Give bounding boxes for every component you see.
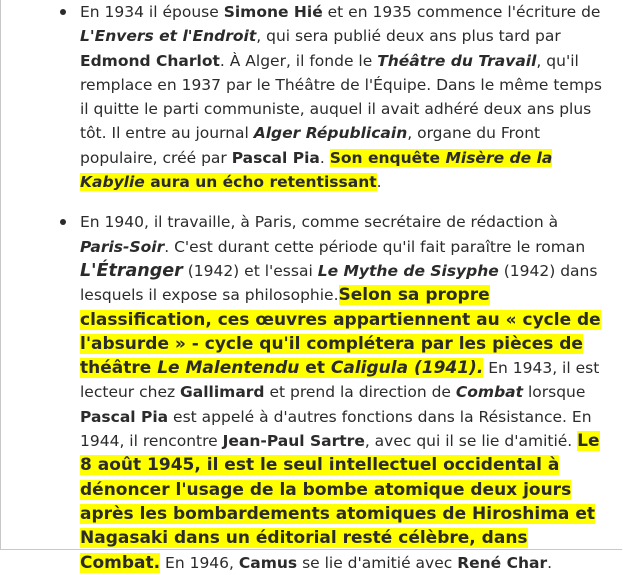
work-title: Théâtre du Travail: [377, 51, 537, 70]
person-name: Pascal Pia: [80, 407, 169, 426]
highlighted-sentence: Selon sa propre classification, ces œuvres appartiennent au « cycle de l'absurde » - cycle qu'il complétera par les pièces de théâtre Le Malentendu et Caligula (1941).: [80, 285, 601, 379]
person-name: René Char: [457, 553, 548, 572]
person-name: Jean-Paul Sartre: [222, 432, 365, 451]
bullet-icon: [60, 9, 66, 15]
work-title: Le Mythe de Sisyphe: [317, 261, 499, 280]
list-item: [1, 0, 623, 194]
list-item: [1, 210, 623, 574]
work-title: L'Envers et l'Endroit: [80, 27, 257, 46]
paragraph-text: En 1934 il épouse Simone Hié et en 1935 commence l'écriture de L'Envers et l'Endroit, qui sera publié deux ans plus tard par Edmond Charlot. À Alger, il fonde le Théâtre du Travail, qu'il remplace en 1937 par le Théâtre de l'Équipe. Dans le même temps il quitte le parti communiste, auquel il avait adhéré deux ans plus tôt. Il entre au journal Alger Républicain, organe du Front populaire, créé par Pascal Pia. Son enquête Misère de la Kabylie aura un écho retentissant.: [80, 3, 602, 192]
bullet-icon: [60, 219, 66, 225]
person-name: Pascal Pia: [231, 148, 320, 167]
work-title: Combat: [455, 383, 524, 402]
work-title: Paris-Soir: [80, 237, 165, 256]
work-title: Alger Républicain: [253, 124, 408, 143]
person-name: Camus: [238, 553, 298, 572]
publisher-name: Gallimard: [180, 383, 265, 402]
work-title: L'Étranger: [80, 260, 183, 281]
person-name: Edmond Charlot: [80, 51, 220, 70]
biography-list: [1, 0, 623, 575]
person-name: Simone Hié: [223, 3, 323, 21]
highlighted-sentence: Le 8 août 1945, il est le seul intellectuel occidental à dénoncer l'usage de la bombe atomique deux jours après les bombardements atomiques de Hiroshima et Nagasaki dans un éditorial resté célèbre, dans Combat.: [80, 431, 600, 573]
highlighted-sentence: Son enquête Misère de la Kabylie aura un écho retentissant: [80, 148, 553, 192]
paragraph-text: En 1940, il travaille, à Paris, comme secrétaire de rédaction à Paris-Soir. C'est durant cette période qu'il fait paraître le roman L'Étranger (1942) et l'essai Le Mythe de Sisyphe (1942) dans lesquels il expose sa philosophie.Selon sa propre classification, ces œuvres appartiennent au « cycle de l'absurde » - cycle qu'il complétera par les pièces de théâtre Le Malentendu et Caligula (1941). En 1943, il est lecteur chez Gallimard et prend la direction de Combat lorsque Pascal Pia est appelé à d'autres fonctions dans la Résistance. En 1944, il rencontre Jean-Paul Sartre, avec qui il se lie d'amitié. Le 8 août 1945, il est le seul intellectuel occidental à dénoncer l'usage de la bombe atomique deux jours après les bombardements atomiques de Hiroshima et Nagasaki dans un éditorial resté célèbre, dans Combat. En 1946, Camus se lie d'amitié avec René Char.: [80, 213, 601, 573]
